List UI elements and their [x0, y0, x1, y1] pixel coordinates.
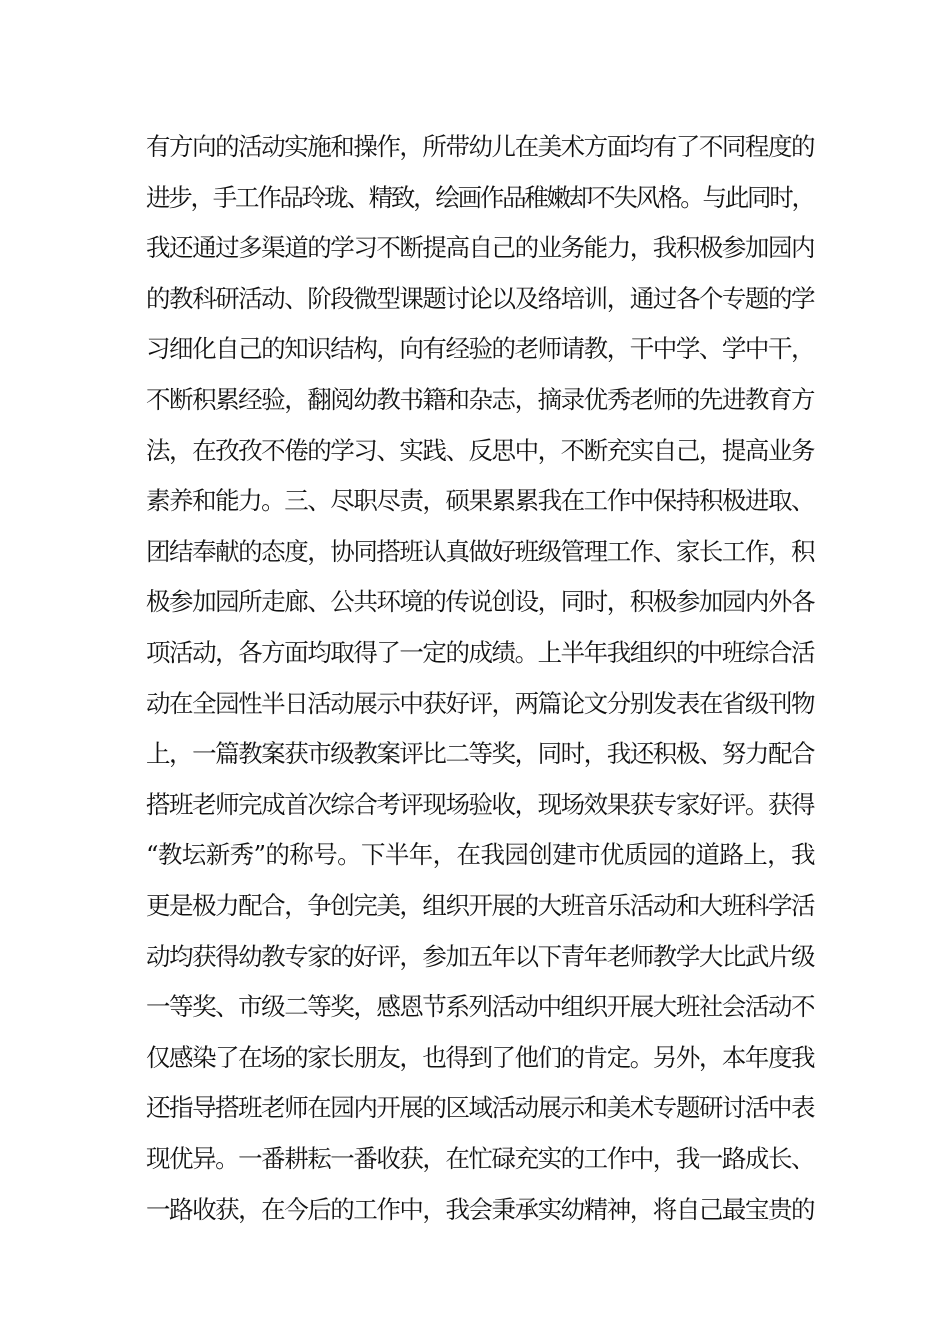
text-line-13: 上，一篇教案获市级教案评比二等奖，同时，我还积极、努力配合 — [146, 739, 815, 769]
text-line-16: 更是极力配合，争创完美，组织开展的大班音乐活动和大班科学活 — [146, 891, 815, 920]
text-line-3: 我还通过多渠道的学习不断提高自己的业务能力，我积极参加园内 — [146, 233, 815, 263]
text-line-9: 团结奉献的态度，协同搭班认真做好班级管理工作、家长工作，积 — [146, 536, 815, 566]
text-line-2: 进步，手工作品玲珑、精致，绘画作品稚嫩却不失风格。与此同时， — [146, 182, 814, 212]
text-line-14: 搭班老师完成首次综合考评现场验收，现场效果获专家好评。获得 — [146, 789, 815, 819]
text-line-4: 的教科研活动、阶段微型课题讨论以及络培训，通过各个专题的学 — [146, 283, 815, 313]
text-line-20: 还指导搭班老师在园内开展的区域活动展示和美术专题研讨活中表 — [146, 1093, 815, 1123]
text-line-6: 不断积累经验，翻阅幼教书籍和杂志，摘录优秀老师的先进教育方 — [146, 385, 815, 414]
text-line-18: 一等奖、市级二等奖，感恩节系列活动中组织开展大班社会活动不 — [146, 992, 815, 1022]
text-line-17: 动均获得幼教专家的好评，参加五年以下青年老师教学大比武片级 — [146, 941, 815, 971]
text-line-12: 动在全园性半日活动展示中获好评，两篇论文分别发表在省级刊物 — [146, 688, 815, 718]
text-line-19: 仅感染了在场的家长朋友，也得到了他们的肯定。另外，本年度我 — [146, 1042, 815, 1072]
text-line-1: 有方向的活动实施和操作，所带幼儿在美术方面均有了不同程度的 — [146, 132, 815, 161]
text-line-7: 法，在孜孜不倦的学习、实践、反思中，不断充实自己，提高业务 — [146, 435, 815, 465]
text-line-21: 现优异。一番耕耘一番收获，在忙碌充实的工作中，我一路成长、 — [146, 1144, 815, 1173]
text-line-11: 项活动，各方面均取得了一定的成绩。上半年我组织的中班综合活 — [146, 638, 815, 667]
text-line-5: 习细化自己的知识结构，向有经验的老师请教，干中学、学中干， — [146, 334, 815, 364]
text-line-15: “教坛新秀”的称号。下半年，在我园创建市优质园的道路上，我 — [146, 840, 815, 870]
text-line-22: 一路收获，在今后的工作中，我会秉承实幼精神，将自己最宝贵的 — [146, 1194, 815, 1224]
text-line-10: 极参加园所走廊、公共环境的传说创设，同时，积极参加园内外各 — [146, 587, 815, 617]
text-line-8: 素养和能力。三、尽职尽责，硕果累累我在工作中保持积极进取、 — [146, 486, 815, 516]
